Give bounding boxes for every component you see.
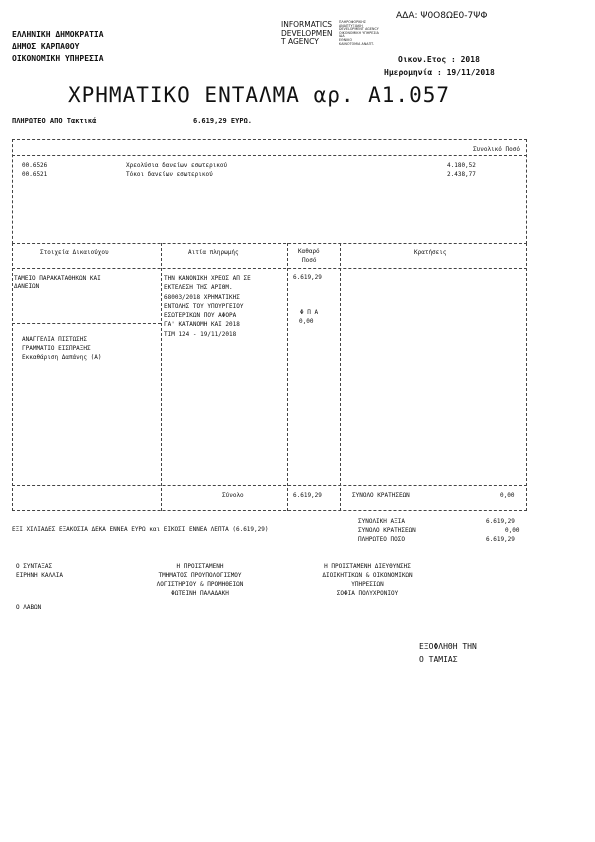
signature-role: Η ΠΡΟΙΣΤΑΜΕΝΗ — [176, 563, 224, 570]
header-net-2: Ποσό — [302, 257, 317, 264]
ada-code: ΑΔΑ: Ψ0Ο8ΩΕ0-7ΨΦ — [396, 11, 488, 21]
summary-label: ΣΥΝΟΛΟ ΚΡΑΤΗΣΕΩΝ — [358, 527, 416, 534]
page-title: ΧΡΗΜΑΤΙΚΟ ΕΝΤΑΛΜΑ αρ. Α1.057 — [68, 83, 451, 107]
signature-name: ΣΟΦΙΑ ΠΟΛΥΧΡΟΝΙΟΥ — [336, 590, 399, 597]
signature-name: ΕΙΡΗΝΗ ΚΑΛΛΙΑ — [16, 572, 63, 579]
signature-role: Η ΠΡΟΙΣΤΑΜΕΝΗ ΔΙΕΥΘΥΝΣΗΣ — [324, 563, 411, 570]
cashier-label: Ο ΤΑΜΙΑΣ — [419, 655, 458, 664]
document-date: Ημερομηνία : 19/11/2018 — [384, 68, 495, 77]
totals-label: Σύνολο — [222, 492, 244, 499]
issuer-line-3: ΟΙΚΟΝΟΜΙΚΗ ΥΠΗΡΕΣΙΑ — [12, 54, 104, 63]
logo-small-2: ΑΝΑΠΤΥΞΙΑΚΗ — [339, 23, 363, 28]
fpa-label: Φ Π Α — [300, 309, 319, 316]
budget-code: 00.6526 — [22, 162, 48, 169]
reason-line: ΤΗΝ ΚΑΝΟΝΙΚΗ ΧΡΕΟΣ ΑΠ ΣΕ — [164, 275, 251, 282]
creditor-extra-2: ΓΡΑΜΜΑΤΙΟ ΕΙΣΠΡΑΞΗΣ — [22, 345, 91, 352]
amount-in-words: ΕΞΙ ΧΙΛΙΑΔΕΣ ΕΞΑΚΟΣΙΑ ΔΕΚΑ ΕΝΝΕΑ ΕΥΡΩ και ΕΙΚΟΣΙ ΕΝΝΕΑ ΛΕΠΤΑ (6.619,29) — [12, 526, 269, 533]
signature-dept: ΥΠΗΡΕΣΙΩΝ — [351, 581, 384, 588]
net-amount: 6.619,29 — [293, 274, 322, 281]
logo-line-3: T AGENCY — [281, 37, 319, 46]
signature-director — [305, 562, 430, 598]
creditor-extra-3: Εκκαθάριση Δαπάνης (Α) — [22, 354, 102, 361]
summary-value: 0,00 — [505, 527, 520, 534]
reason-line: 68003/2018 ΧΡΗΜΑΤΙΚΗΣ — [164, 293, 240, 301]
reason-line: ΕΝΤΟΛΗΣ ΤΟΥ ΥΠΟΥΡΓΕΙΟΥ — [164, 302, 244, 310]
creditor-extra-1: ΑΝΑΓΓΕΛΙΑ ΠΙΣΤΩΣΗΣ — [22, 336, 88, 343]
fiscal-year: Οικον.Ετος : 2018 — [398, 55, 480, 64]
budget-desc: Τόκοι δανείων εσωτερικού — [126, 171, 213, 178]
lines-header: Συνολικό Ποσό — [473, 146, 520, 153]
deductions-total-amount: 0,00 — [500, 492, 515, 499]
signature-dept: ΔΙΟΙΚΗΤΙΚΩΝ & ΟΙΚΟΝΟΜΙΚΩΝ — [322, 572, 413, 579]
reason-line: ΓΑ' ΚΑΤΑΝΟΜΗ ΚΑΙ 2018 — [164, 321, 240, 329]
deductions-total-label: ΣΥΝΟΛΟ ΚΡΑΤΗΣΕΩΝ — [352, 492, 410, 499]
receiver-label: Ο ΛΑΒΩΝ — [16, 604, 42, 611]
header-deductions: Κρατήσεις — [414, 249, 447, 256]
logo-line-1: INFORMATICS — [281, 20, 333, 29]
payable-label: ΠΛΗΡΩΤΕΟ ΑΠΟ Τακτικά — [12, 117, 97, 125]
reason-line: ΤΙΜ 124 - 19/11/2018 — [164, 330, 237, 338]
creditor-name-2: ΔΑΝΕΙΩΝ — [14, 283, 40, 290]
payable-amount: 6.619,29 ΕΥΡΩ. — [193, 117, 253, 125]
summary-label: ΣΥΝΟΛΙΚΗ ΑΞΙΑ — [358, 518, 405, 525]
payment-reason — [164, 274, 251, 339]
budget-desc: Χρεολύσια δανείων εσωτερικού — [126, 162, 228, 169]
budget-code: 00.6521 — [22, 171, 48, 178]
paid-label: ΕΞΟΦΛΗΘΗ ΤΗΝ — [419, 642, 477, 651]
logo-small-5: ΙΔΑ — [339, 34, 345, 39]
signature-budget-head — [140, 562, 260, 598]
summary-value: 6.619,29 — [486, 518, 515, 525]
signature-dept: ΤΜΗΜΑΤΟΣ ΠΡΟΥΠΟΛΟΓΙΣΜΟΥ — [158, 572, 242, 579]
logo-small-1: ΠΛΗΡΟΦΟΡΙΚΗΣ — [339, 20, 366, 24]
summary-label: ΠΛΗΡΩΤΕΟ ΠΟΣΟ — [358, 536, 405, 543]
totals-amount: 6.619,29 — [293, 492, 322, 499]
logo-line-2: DEVELOPMEN — [281, 28, 333, 38]
reason-line: ΕΣΩΤΕΡΙΚΩΝ ΠΟΥ ΑΦΟΡΑ — [164, 312, 237, 320]
logo-small-3: DEVELOPMENT AGENCY — [339, 27, 379, 32]
creditor-name-1: ΤΑΜΕΙΟ ΠΑΡΑΚΑΤΑΘΗΚΩΝ ΚΑΙ — [14, 275, 101, 282]
summary-value: 6.619,29 — [486, 536, 515, 543]
issuer-line-2: ΔΗΜΟΣ ΚΑΡΠΑΘΟΥ — [12, 42, 80, 51]
signature-name: ΦΩΤΕΙΝΗ ΠΑΛΑΔΑΚΗ — [171, 590, 229, 597]
signature-dept: ΛΟΓΙΣΤΗΡΙΟΥ & ΠΡΟΜΗΘΕΙΩΝ — [156, 581, 244, 588]
signature-composer — [16, 562, 63, 580]
budget-amount: 4.180,52 — [447, 162, 476, 169]
header-reason: Αιτία πληρωμής — [188, 249, 239, 256]
header-creditor: Στοιχεία Δικαιούχου — [40, 249, 109, 256]
logo-small-4: ΟΙΚΟΝΟΜΙΚΗ ΥΠΗΡΕΣΙΑ — [339, 30, 379, 35]
header-net: Καθαρό — [298, 248, 320, 255]
budget-amount: 2.438,77 — [447, 171, 476, 178]
logo-small-7: ΚΑΙΝΟΤΟΜΙΑ ΑΝΑΠΤ. — [339, 41, 375, 46]
reason-line: ΕΚΤΕΛΕΣΗ ΤΗΣ ΑΡΙΘΜ. — [164, 284, 233, 292]
fpa-value: 0,00 — [299, 318, 314, 325]
issuer-line-1: ΕΛΛΗΝΙΚΗ ΔΗΜΟΚΡΑΤΙΑ — [12, 30, 104, 39]
signature-role: Ο ΣΥΝΤΑΞΑΣ — [16, 563, 53, 570]
logo-small-6: ΕΘΝΙΚΟ — [339, 37, 353, 42]
